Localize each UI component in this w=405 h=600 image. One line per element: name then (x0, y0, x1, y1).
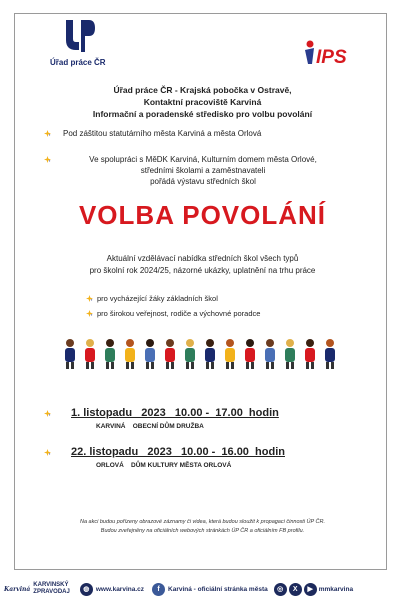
x-icon[interactable]: X (289, 583, 302, 596)
footer-facebook[interactable] (152, 583, 268, 596)
header-line-1: Úřad práce ČR - Krajská pobočka v Ostravě, (113, 85, 292, 95)
event-karvina (44, 407, 279, 419)
facebook-icon: f (152, 583, 165, 596)
event-karvina-place: KARVINÁ OBECNÍ DŮM DRUŽBA (96, 423, 204, 430)
audience-public-text: pro širokou veřejnost, rodiče a výchovné poradce (97, 309, 261, 318)
audience-students-text: pro vycházející žáky základních škol (97, 294, 218, 303)
event-orlova-date: 22. listopadu 2023 10.00 - 16.00 hodin (71, 446, 285, 458)
audience-students (86, 294, 218, 303)
header-line-2: Kontaktní pracoviště Karviná (143, 97, 262, 107)
event-orlova-place: ORLOVÁ DŮM KULTURY MĚSTA ORLOVÁ (96, 462, 232, 469)
bullet-patronage-text: Pod záštitou statutárního města Karviná a města Orlová (63, 129, 262, 138)
bullet-patronage (44, 128, 261, 139)
karvina-brand (4, 582, 70, 596)
footer-bar (0, 578, 405, 600)
up-logo-text: Úřad práce ČR (50, 58, 106, 67)
intro-line-1: Aktuální vzdělávací nabídka středních škol všech typů (106, 254, 299, 263)
karvina-brand-script: Karviná (4, 585, 31, 593)
media-note-line-2: Budou zveřejněny na oficiálních webových stránkách ÚP ČR a oficiálním FB profilu. (100, 528, 305, 534)
star-bullet-icon (44, 156, 51, 163)
star-bullet-icon (44, 410, 51, 417)
event-orlova (44, 446, 285, 458)
footer-web[interactable] (80, 583, 144, 596)
audience-public (86, 309, 260, 318)
footer-facebook-text[interactable]: Karviná - oficiální stránka města (168, 585, 268, 593)
bullet-cooperation-line-3: pořádá výstavu středních škol (150, 177, 256, 186)
event-karvina-date: 1. listopadu 2023 10.00 - 17.00 hodin (71, 407, 279, 419)
footer-social[interactable] (274, 583, 353, 596)
star-bullet-icon (86, 295, 93, 302)
instagram-icon[interactable]: ◎ (274, 583, 287, 596)
bullet-cooperation-line-2: středními školami a zaměstnavateli (140, 166, 266, 175)
star-bullet-icon (44, 449, 51, 456)
zpravodaj-line-2: ZPRAVODAJ (33, 589, 70, 595)
youtube-icon[interactable]: ▶ (304, 583, 317, 596)
footer-handle[interactable]: mmkarvina (318, 585, 354, 593)
zpravodaj-line-1: KARVINSKÝ (33, 582, 69, 588)
bullet-cooperation-line-1: Ve spolupráci s MěDK Karviná, Kulturním domem města Orlové, (89, 155, 317, 164)
ips-logo-text: IPS (316, 47, 347, 68)
header-line-3: Informační a poradenské středisko pro volbu povolání (92, 109, 313, 119)
students-illustration (60, 337, 345, 369)
star-bullet-icon (86, 310, 93, 317)
ips-logo (302, 38, 358, 68)
star-bullet-icon (44, 130, 51, 137)
footer-web-text[interactable]: www.karvina.cz (95, 585, 145, 593)
intro-line-2: pro školní rok 2024/25, názorné ukázky, uplatnění na trhu práce (89, 266, 316, 275)
bullet-cooperation (44, 154, 343, 187)
globe-icon: ◍ (80, 583, 93, 596)
media-note-line-1: Na akci budou pořízeny obrazové záznamy či videa, která budou sloužit k propagaci činnosti ÚP ČR. (80, 519, 325, 525)
event-title: VOLBA POVOLÁNÍ (78, 200, 327, 230)
up-logo-icon (62, 16, 96, 56)
